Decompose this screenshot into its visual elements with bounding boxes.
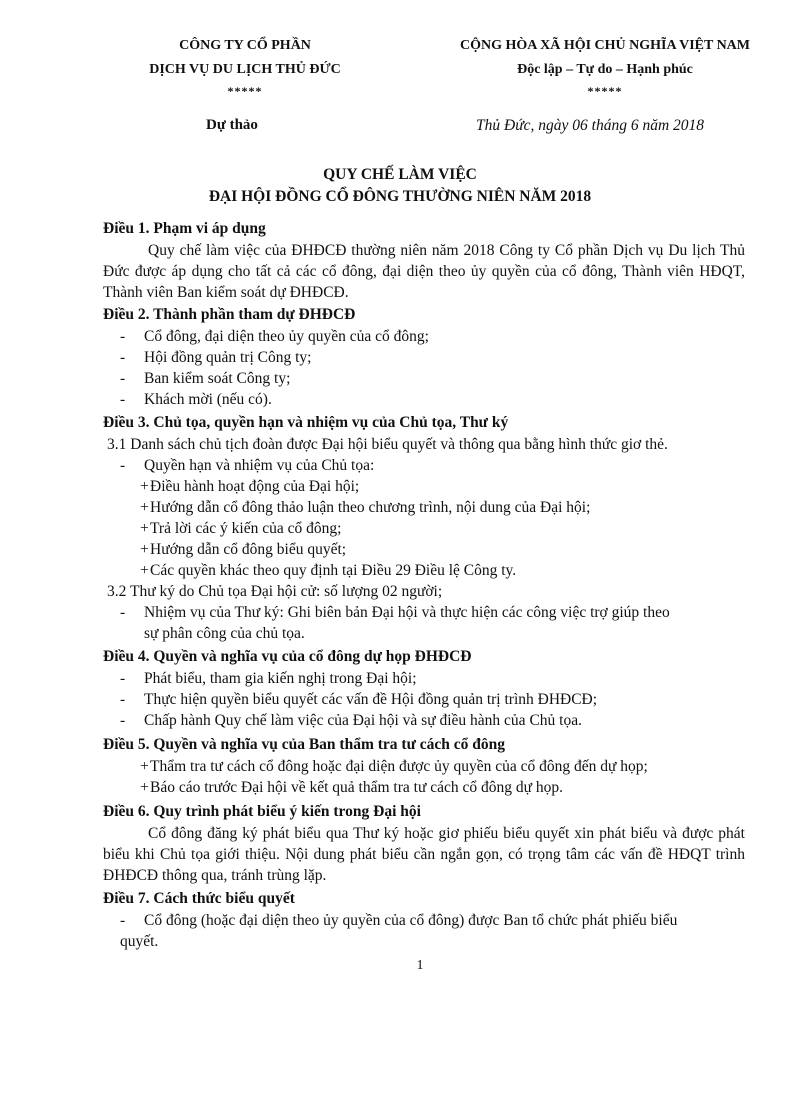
list-item: +Hướng dẫn cổ đông thảo luận theo chương trình, nội dung của Đại hội; xyxy=(140,499,591,516)
draft-label: Dự thảo xyxy=(206,117,258,133)
list-item: +Báo cáo trước Đại hội về kết quả thẩm tra tư cách cổ đông dự họp. xyxy=(140,779,564,796)
list-item: +Điều hành hoạt động của Đại hội; xyxy=(140,478,360,495)
list-item: - Thực hiện quyền biểu quyết các vấn đề Hội đồng quản trị trình ĐHĐCĐ; xyxy=(120,691,598,708)
article-3-heading: Điều 3. Chủ tọa, quyền hạn và nhiệm vụ của Chủ tọa, Thư ký xyxy=(103,414,509,431)
list-item: - Khách mời (nếu có). xyxy=(120,391,272,408)
document-subtitle: ĐẠI HỘI ĐỒNG CỔ ĐÔNG THƯỜNG NIÊN NĂM 2018 xyxy=(208,188,592,205)
list-item: +Các quyền khác theo quy định tại Điều 29 Điều lệ Công ty. xyxy=(140,562,517,579)
list-item: - Nhiệm vụ của Thư ký: Ghi biên bản Đại hội và thực hiện các công việc trợ giúp theo xyxy=(120,604,670,621)
section-3-2: 3.2 Thư ký do Chủ tọa Đại hội cử: số lượng 02 người; xyxy=(107,583,443,600)
section-3-1: 3.1 Danh sách chủ tịch đoàn được Đại hội biểu quyết và thông qua bằng hình thức giơ thẻ. xyxy=(107,436,668,453)
national-title: CỘNG HÒA XÃ HỘI CHỦ NGHĨA VIỆT NAM xyxy=(459,38,750,53)
list-item: - Cổ đông, đại diện theo ủy quyền của cổ đông; xyxy=(120,328,429,345)
list-item: - Hội đồng quản trị Công ty; xyxy=(120,349,312,366)
article-2-heading: Điều 2. Thành phần tham dự ĐHĐCĐ xyxy=(103,306,356,323)
national-motto: Độc lập – Tự do – Hạnh phúc xyxy=(517,62,693,77)
list-item: - Chấp hành Quy chế làm việc của Đại hội và sự điều hành của Chủ tọa. xyxy=(120,712,582,729)
article-7-heading: Điều 7. Cách thức biểu quyết xyxy=(103,890,295,907)
article-1-body: Quy chế làm việc của ĐHĐCĐ thường niên năm 2018 Công ty Cổ phần Dịch vụ Du lịch Thủ Đức được áp dụng cho tất cả các cổ đông, đại diện theo ủy quyền của cổ đông, Thành viên HĐQT, Thành viên Ban kiểm soát dự ĐHĐCĐ. xyxy=(103,242,745,301)
list-item: - Cổ đông (hoặc đại diện theo ủy quyền của cổ đông) được Ban tổ chức phát phiếu biểu xyxy=(120,912,678,929)
article-4-heading: Điều 4. Quyền và nghĩa vụ của cổ đông dự họp ĐHĐCĐ xyxy=(103,648,472,665)
company-name-line1: CÔNG TY CỔ PHẦN xyxy=(179,38,311,53)
list-item-continuation: sự phân công của chủ tọa. xyxy=(144,625,305,642)
document-title: QUY CHẾ LÀM VIỆC xyxy=(323,166,477,183)
list-item: - Phát biểu, tham gia kiến nghị trong Đại hội; xyxy=(120,670,417,687)
list-item: - Ban kiểm soát Công ty; xyxy=(120,370,291,387)
list-item-continuation: quyết. xyxy=(120,933,159,950)
list-item: - Quyền hạn và nhiệm vụ của Chủ tọa: xyxy=(120,457,375,474)
company-stars: ***** xyxy=(227,84,263,98)
article-5-heading: Điều 5. Quyền và nghĩa vụ của Ban thẩm tra tư cách cổ đông xyxy=(103,736,506,753)
article-6-body: Cổ đông đăng ký phát biểu qua Thư ký hoặc giơ phiếu biểu quyết xin phát biểu và được phát biểu khi Chủ tọa giới thiệu. Nội dung phát biểu cần ngắn gọn, có trọng tâm các vấn đề HĐQT trình ĐHĐCĐ thông qua, tránh trùng lặp. xyxy=(103,825,745,884)
list-item: +Trả lời các ý kiến của cổ đông; xyxy=(140,520,342,537)
page-number: 1 xyxy=(416,958,424,973)
company-name-line2: DỊCH VỤ DU LỊCH THỦ ĐỨC xyxy=(149,62,341,77)
article-6-heading: Điều 6. Quy trình phát biểu ý kiến trong Đại hội xyxy=(103,803,421,820)
national-stars: ***** xyxy=(587,84,623,98)
place-date: Thủ Đức, ngày 06 tháng 6 năm 2018 xyxy=(476,117,705,134)
list-item: +Hướng dẫn cổ đông biểu quyết; xyxy=(140,541,347,558)
article-1-heading: Điều 1. Phạm vi áp dụng xyxy=(103,220,266,237)
list-item: +Thẩm tra tư cách cổ đông hoặc đại diện được ủy quyền của cổ đông đến dự họp; xyxy=(140,758,648,775)
